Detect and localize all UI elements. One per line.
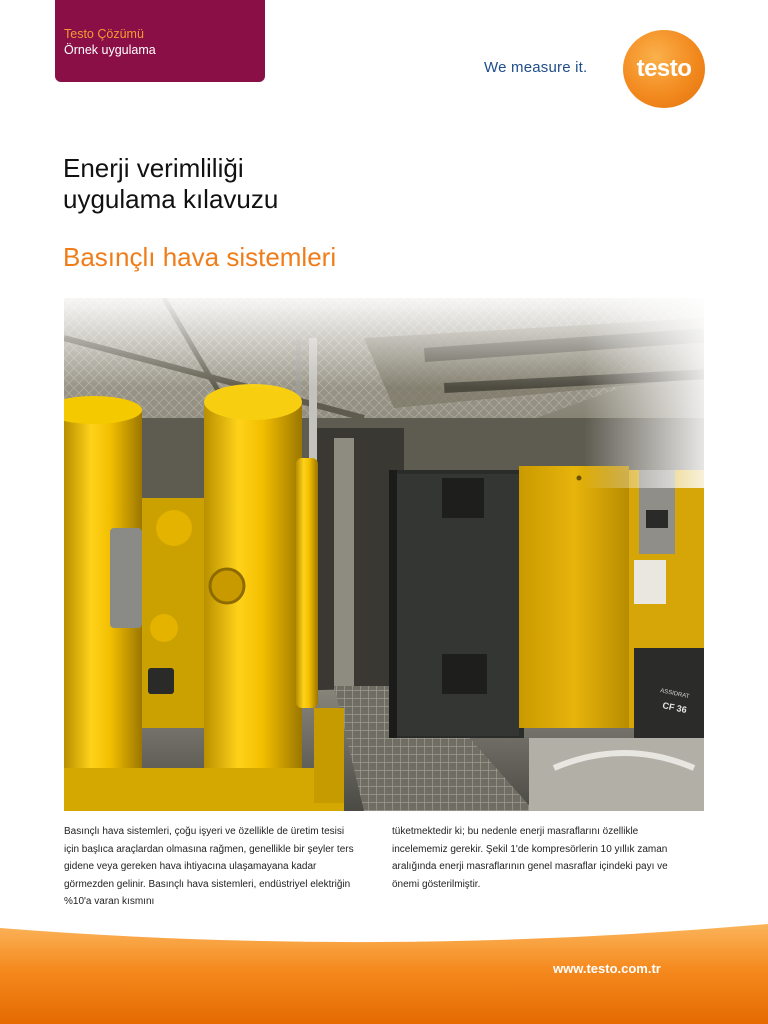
machine-label-2: CF 36 [661, 700, 688, 716]
logo-text: testo [636, 55, 692, 82]
testo-logo [623, 30, 705, 108]
compressor-room-photo [64, 298, 704, 811]
page-title [63, 153, 278, 215]
body-text-col1: Basınçlı hava sistemleri, çoğu işyeri ve özellikle de üretim tesisi için başlıca araçlardan olmasına rağmen, genellikle bir şeyler ters gidene veya gereken hava ihtiyacına ulaşamayana kadar görmezden gelinir. Basınçlı hava sistemleri, endüstriyel elektriğin %10'a varan kısmını [64, 826, 354, 907]
page-subtitle: Basınçlı hava sistemleri [63, 242, 337, 272]
tab-subtitle: Örnek uygulama [64, 43, 156, 57]
title-line-1: Enerji verimliliği [63, 153, 244, 183]
compressor-room-illustration [64, 298, 704, 811]
tab-title: Testo Çözümü [64, 27, 144, 41]
brand-tagline: We measure it. [484, 59, 588, 76]
machine-label-1: ASSIDRAT [659, 688, 690, 701]
website-link[interactable]: www.testo.com.tr [553, 961, 661, 976]
body-text-col2: tüketmektedir ki; bu nedenle enerji masraflarını özellikle incelememiz gerekir. Şekil 1'de kompresörlerin 10 yıllık zaman aralığında enerji masraflarının genel masraflar içindeki payı ve önemi gösterilmiştir. [392, 826, 668, 890]
header-tab [55, 0, 265, 82]
title-line-2: uygulama kılavuzu [63, 184, 279, 214]
